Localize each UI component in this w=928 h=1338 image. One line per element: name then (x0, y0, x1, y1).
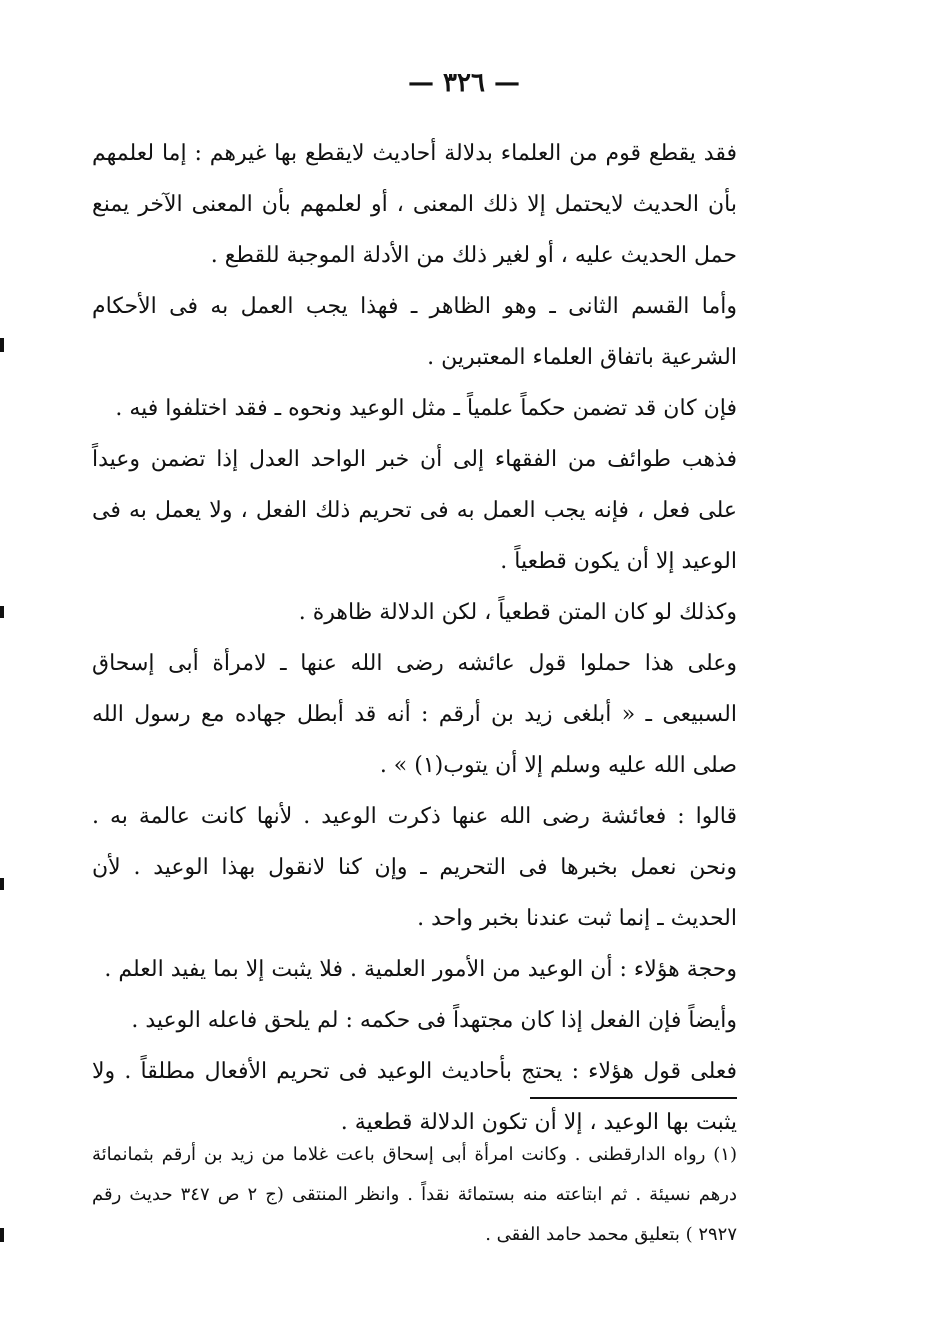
paragraph-5: وكذلك لو كان المتن قطعياً ، لكن الدلالة ظاهرة . (298, 600, 737, 625)
paragraph-8: وحجة هؤلاء : أن الوعيد من الأمور العلمية . فلا يثبت إلا بما يفيد العلم . (104, 957, 737, 982)
paragraph-7: قالوا : فعائشة رضى الله عنها ذكرت الوعيد . لأنها كانت عالمة به . ونحن نعمل بخبرها فى التحريم ـ وإن كنا لانقول بهذا الوعيد . لأن الحديث ـ إنما ثبت عندنا بخبر واحد . (92, 804, 737, 931)
body-text (92, 128, 737, 1148)
paragraph-9: وأيضاً فإن الفعل إذا كان مجتهداً فى حكمه : لم يلحق فاعله الوعيد . (131, 1008, 737, 1033)
paragraph-10: فعلى قول هؤلاء : يحتج بأحاديث الوعيد فى تحريم الأفعال مطلقاً . ولا يثبت بها الوعيد ، إلا أن تكون الدلالة قطعية . (92, 1059, 737, 1135)
footnotes (92, 1135, 737, 1255)
paragraph-4: فذهب طوائف من الفقهاء إلى أن خبر الواحد العدل إذا تضمن وعيداً على فعل ، فإنه يجب العمل به فى تحريم ذلك الفعل ، ولا يعمل به فى الوعيد إلا أن يكون قطعياً . (92, 447, 737, 574)
scan-edge-mark-2 (0, 606, 4, 618)
page-number: — ٣٢٦ — (407, 68, 521, 98)
paragraph-1: فقد يقطع قوم من العلماء بدلالة أحاديث لايقطع بها غيرهم : إما لعلمهم بأن الحديث لايحتمل إلا ذلك المعنى ، أو لعلمهم بأن المعنى الآخر يمنع حمل الحديث عليه ، أو لغير ذلك من الأدلة الموجبة للقطع . (92, 141, 737, 268)
paragraph-3: فإن كان قد تضمن حكماً علمياً ـ مثل الوعيد ونحوه ـ فقد اختلفوا فيه . (115, 396, 737, 421)
scan-edge-mark-3 (0, 878, 4, 890)
footnote-divider (530, 1097, 737, 1099)
footnote-1: (١) رواه الدارقطنى . وكانت امرأة أبى إسحاق باعت غلاما من زيد بن أرقم بثمانمائة درهم نسيئة . ثم ابتاعته منه بستمائة نقداً . وانظر المنتقى (ج ٢ ص ٣٤٧ حديث رقم ٢٩٢٧ ) بتعليق محمد حامد الفقى . (92, 1144, 737, 1245)
scan-edge-mark-4 (0, 1228, 4, 1242)
paragraph-6: وعلى هذا حملوا قول عائشه رضى الله عنها ـ لامرأة أبى إسحاق السبيعى ـ « أبلغى زيد بن أرقم : أنه قد أبطل جهاده مع رسول الله صلى الله عليه وسلم إلا أن يتوب(١) » . (92, 651, 737, 778)
paragraph-2: وأما القسم الثانى ـ وهو الظاهر ـ فهذا يجب العمل به فى الأحكام الشرعية باتفاق العلماء المعتبرين . (92, 294, 737, 370)
scan-edge-mark-1 (0, 338, 4, 352)
